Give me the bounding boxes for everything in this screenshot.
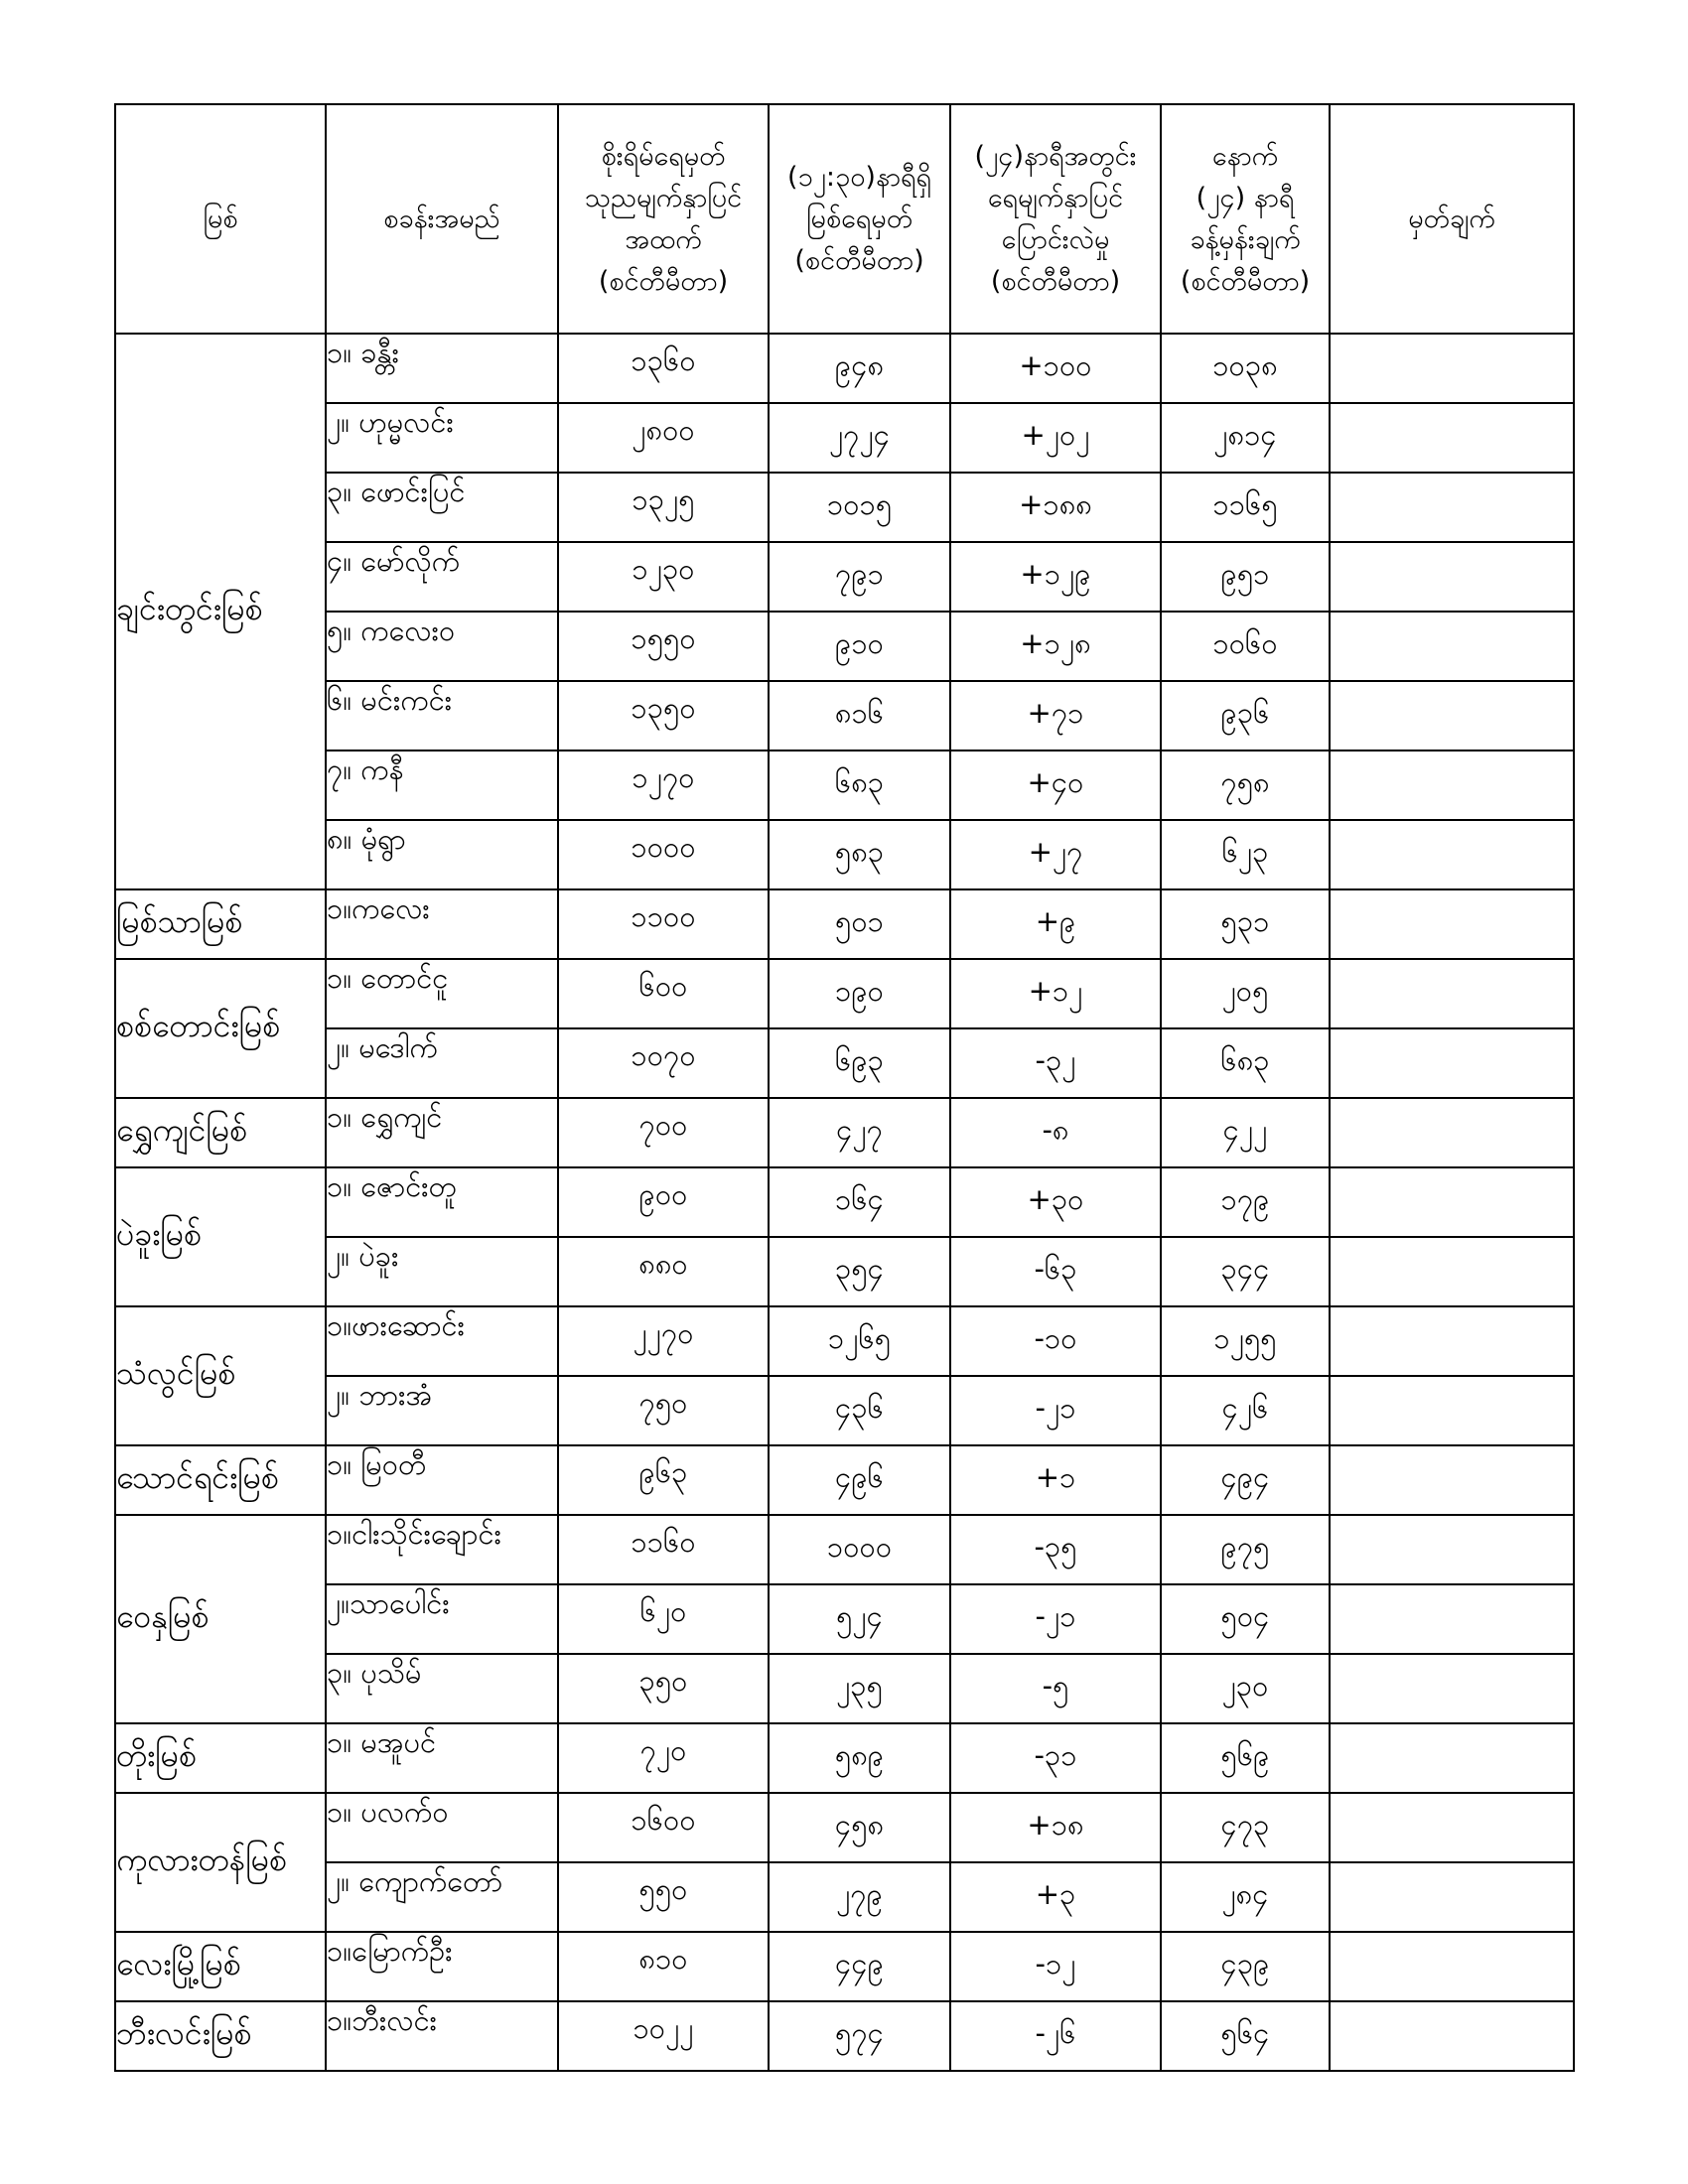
river-name: သံလွင်မြစ်	[115, 1306, 326, 1445]
station-name: ၈။ မုံရွာ	[326, 820, 558, 889]
header-remarks	[1330, 104, 1574, 334]
forecast-cell: ၂၈၁၄	[1161, 403, 1330, 473]
header-station	[326, 104, 558, 334]
station-name: ၃။ ပုသိမ်	[326, 1654, 558, 1723]
current-level-cell: ၆၉၃	[769, 1028, 950, 1098]
remarks-cell	[1330, 1237, 1574, 1306]
change-cell: +၉	[950, 889, 1161, 959]
change-cell: -၂၆	[950, 2001, 1161, 2071]
river-name: ရွှေကျင်မြစ်	[115, 1098, 326, 1167]
remarks-cell	[1330, 820, 1574, 889]
table-row	[115, 1515, 1574, 1584]
river-name: လေးမြို့မြစ်	[115, 1932, 326, 2001]
header-line: သုညမျက်နှာပြင်	[584, 182, 743, 213]
table-body	[115, 334, 1574, 2071]
remarks-cell	[1330, 1167, 1574, 1237]
change-cell: +၃	[950, 1862, 1161, 1932]
forecast-cell: ၆၂၃	[1161, 820, 1330, 889]
forecast-cell: ၁၇၉	[1161, 1167, 1330, 1237]
station-name: ၇။ ကနီ	[326, 751, 558, 820]
current-level-cell: ၅၇၄	[769, 2001, 950, 2071]
table-row	[115, 1376, 1574, 1445]
header-line: (၂၄) နာရီ	[1196, 182, 1295, 213]
remarks-cell	[1330, 959, 1574, 1028]
danger-level-cell: ၇၅၀	[558, 1376, 769, 1445]
danger-level-cell: ၁၂၇၀	[558, 751, 769, 820]
change-cell: +၄၀	[950, 751, 1161, 820]
header-line: မြစ်	[203, 203, 238, 234]
table-row	[115, 959, 1574, 1028]
header-line: နောက်	[1211, 140, 1279, 172]
table-row	[115, 542, 1574, 612]
danger-level-cell: ၈၈၀	[558, 1237, 769, 1306]
station-name: ၁။ မအူပင်	[326, 1723, 558, 1793]
current-level-cell: ၁၉၀	[769, 959, 950, 1028]
danger-level-cell: ၆၀၀	[558, 959, 769, 1028]
forecast-cell: ၃၄၄	[1161, 1237, 1330, 1306]
station-name: ၃။ ဖောင်းပြင်	[326, 473, 558, 542]
change-cell: -၃၁	[950, 1723, 1161, 1793]
change-cell: +၃၀	[950, 1167, 1161, 1237]
remarks-cell	[1330, 403, 1574, 473]
danger-level-cell: ၁၆၀၀	[558, 1793, 769, 1862]
table-row	[115, 1445, 1574, 1515]
forecast-cell: ၂၀၅	[1161, 959, 1330, 1028]
current-level-cell: ၉၄၈	[769, 334, 950, 403]
danger-level-cell: ၁၃၅၀	[558, 681, 769, 751]
current-level-cell: ၃၅၄	[769, 1237, 950, 1306]
table-row	[115, 681, 1574, 751]
forecast-cell: ၄၇၃	[1161, 1793, 1330, 1862]
remarks-cell	[1330, 1376, 1574, 1445]
header-river	[115, 104, 326, 334]
forecast-cell: ၆၈၃	[1161, 1028, 1330, 1098]
header-24h-forecast	[1161, 104, 1330, 334]
current-level-cell: ၅၈၉	[769, 1723, 950, 1793]
station-name: ၁။ ခန္တီး	[326, 334, 558, 403]
station-name: ၁။ကလေး	[326, 889, 558, 959]
header-line: ရေမျက်နှာပြင်	[987, 182, 1124, 213]
station-name: ၂။သာပေါင်း	[326, 1584, 558, 1654]
header-line: (စင်တီမီတာ)	[990, 265, 1121, 297]
danger-level-cell: ၉၀၀	[558, 1167, 769, 1237]
danger-level-cell: ၅၅၀	[558, 1862, 769, 1932]
current-level-cell: ၅၈၃	[769, 820, 950, 889]
change-cell: +၇၁	[950, 681, 1161, 751]
current-level-cell: ၆၈၃	[769, 751, 950, 820]
station-name: ၁။ငါးသိုင်းချောင်း	[326, 1515, 558, 1584]
forecast-cell: ၉၇၅	[1161, 1515, 1330, 1584]
station-name: ၂။ ဟုမ္မလင်း	[326, 403, 558, 473]
table-row	[115, 334, 1574, 403]
header-line: မြစ်ရေမှတ်	[805, 203, 914, 234]
remarks-cell	[1330, 1723, 1574, 1793]
table-row	[115, 1932, 1574, 2001]
remarks-cell	[1330, 1515, 1574, 1584]
current-level-cell: ၄၉၆	[769, 1445, 950, 1515]
change-cell: -၂၁	[950, 1584, 1161, 1654]
current-level-cell: ၇၉၁	[769, 542, 950, 612]
change-cell: +၁၀၀	[950, 334, 1161, 403]
station-name: ၁။ ပလက်ဝ	[326, 1793, 558, 1862]
current-level-cell: ၈၁၆	[769, 681, 950, 751]
station-name: ၁။ ဇောင်းတူ	[326, 1167, 558, 1237]
station-name: ၁။ဖားဆောင်း	[326, 1306, 558, 1376]
forecast-cell: ၉၅၁	[1161, 542, 1330, 612]
remarks-cell	[1330, 1793, 1574, 1862]
station-name: ၁။ဘီးလင်း	[326, 2001, 558, 2071]
current-level-cell: ၄၂၇	[769, 1098, 950, 1167]
river-name: မြစ်သာမြစ်	[115, 889, 326, 959]
table-row	[115, 2001, 1574, 2071]
station-name: ၂။ ပဲခူး	[326, 1237, 558, 1306]
table-row	[115, 403, 1574, 473]
danger-level-cell: ၁၀၂၂	[558, 2001, 769, 2071]
header-line: (စင်တီမီတာ)	[598, 265, 729, 297]
river-level-table	[114, 103, 1575, 2072]
river-name: ပဲခူးမြစ်	[115, 1167, 326, 1306]
table-row	[115, 1793, 1574, 1862]
river-name: တိုးမြစ်	[115, 1723, 326, 1793]
current-level-cell: ၂၇၉	[769, 1862, 950, 1932]
remarks-cell	[1330, 1306, 1574, 1376]
table-row	[115, 751, 1574, 820]
danger-level-cell: ၁၅၅၀	[558, 612, 769, 681]
forecast-cell: ၄၂၂	[1161, 1098, 1330, 1167]
station-name: ၁။မြောက်ဦး	[326, 1932, 558, 2001]
danger-level-cell: ၁၃၂၅	[558, 473, 769, 542]
table-row	[115, 473, 1574, 542]
danger-level-cell: ၃၅၀	[558, 1654, 769, 1723]
table-row	[115, 1098, 1574, 1167]
current-level-cell: ၄၄၉	[769, 1932, 950, 2001]
forecast-cell: ၁၂၅၅	[1161, 1306, 1330, 1376]
change-cell: -၃၂	[950, 1028, 1161, 1098]
danger-level-cell: ၂၂၇၀	[558, 1306, 769, 1376]
current-level-cell: ၉၁၀	[769, 612, 950, 681]
table-row	[115, 1723, 1574, 1793]
table-row	[115, 889, 1574, 959]
forecast-cell: ၅၃၁	[1161, 889, 1330, 959]
header-row	[115, 104, 1574, 334]
forecast-cell: ၉၃၆	[1161, 681, 1330, 751]
change-cell: +၁၈	[950, 1793, 1161, 1862]
header-line: စခန်းအမည်	[383, 203, 500, 234]
danger-level-cell: ၇၂၀	[558, 1723, 769, 1793]
station-name: ၆။ မင်းကင်း	[326, 681, 558, 751]
current-level-cell: ၁၀၀၀	[769, 1515, 950, 1584]
station-name: ၂။ ဘားအံ	[326, 1376, 558, 1445]
current-level-cell: ၂၃၅	[769, 1654, 950, 1723]
forecast-cell: ၂၈၄	[1161, 1862, 1330, 1932]
forecast-cell: ၁၁၆၅	[1161, 473, 1330, 542]
change-cell: +၂၇	[950, 820, 1161, 889]
table-row	[115, 1654, 1574, 1723]
header-line: ပြောင်းလဲမှု	[1001, 223, 1110, 255]
danger-level-cell: ၁၂၃၀	[558, 542, 769, 612]
remarks-cell	[1330, 334, 1574, 403]
danger-level-cell: ၁၁၀၀	[558, 889, 769, 959]
change-cell: -၁၂	[950, 1932, 1161, 2001]
change-cell: +၁	[950, 1445, 1161, 1515]
river-name: ကုလားတန်မြစ်	[115, 1793, 326, 1932]
remarks-cell	[1330, 542, 1574, 612]
header-danger-level	[558, 104, 769, 334]
danger-level-cell: ၂၈၀၀	[558, 403, 769, 473]
river-name: ချင်းတွင်းမြစ်	[115, 334, 326, 889]
table-row	[115, 1862, 1574, 1932]
change-cell: -၆၃	[950, 1237, 1161, 1306]
danger-level-cell: ၆၂၀	[558, 1584, 769, 1654]
river-name: စစ်တောင်းမြစ်	[115, 959, 326, 1098]
current-level-cell: ၂၇၂၄	[769, 403, 950, 473]
danger-level-cell: ၁၀၀၀	[558, 820, 769, 889]
header-current-level	[769, 104, 950, 334]
forecast-cell: ၄၃၉	[1161, 1932, 1330, 2001]
river-name: သောင်ရင်းမြစ်	[115, 1445, 326, 1515]
change-cell: -၁၀	[950, 1306, 1161, 1376]
change-cell: +၂၀၂	[950, 403, 1161, 473]
remarks-cell	[1330, 612, 1574, 681]
table-row	[115, 820, 1574, 889]
danger-level-cell: ၁၁၆၀	[558, 1515, 769, 1584]
forecast-cell: ၅၆၉	[1161, 1723, 1330, 1793]
header-line: အထက်	[625, 223, 702, 255]
danger-level-cell: ၈၁၀	[558, 1932, 769, 2001]
remarks-cell	[1330, 1098, 1574, 1167]
remarks-cell	[1330, 751, 1574, 820]
forecast-cell: ၁၀၃၈	[1161, 334, 1330, 403]
danger-level-cell: ၁၀၇၀	[558, 1028, 769, 1098]
table-row	[115, 1584, 1574, 1654]
remarks-cell	[1330, 681, 1574, 751]
forecast-cell: ၁၀၆၀	[1161, 612, 1330, 681]
header-line: မှတ်ချက်	[1408, 203, 1495, 234]
danger-level-cell: ၁၃၆၀	[558, 334, 769, 403]
remarks-cell	[1330, 1445, 1574, 1515]
station-name: ၂။ မဒေါက်	[326, 1028, 558, 1098]
danger-level-cell: ၉၆၃	[558, 1445, 769, 1515]
table-row	[115, 1306, 1574, 1376]
station-name: ၁။ မြဝတီ	[326, 1445, 558, 1515]
table-row	[115, 1028, 1574, 1098]
remarks-cell	[1330, 1654, 1574, 1723]
forecast-cell: ၄၉၄	[1161, 1445, 1330, 1515]
danger-level-cell: ၇၀၀	[558, 1098, 769, 1167]
change-cell: +၁၂၈	[950, 612, 1161, 681]
station-name: ၂။ ကျောက်တော်	[326, 1862, 558, 1932]
change-cell: -၂၁	[950, 1376, 1161, 1445]
header-line: (၁၂:၃၀)နာရီရှိ	[786, 161, 932, 193]
remarks-cell	[1330, 1028, 1574, 1098]
change-cell: -၈	[950, 1098, 1161, 1167]
remarks-cell	[1330, 1932, 1574, 2001]
station-name: ၁။ ရွှေကျင်	[326, 1098, 558, 1167]
forecast-cell: ၄၂၆	[1161, 1376, 1330, 1445]
change-cell: -၃၅	[950, 1515, 1161, 1584]
river-name: ဝေနှမြစ်	[115, 1515, 326, 1723]
table-row	[115, 1237, 1574, 1306]
current-level-cell: ၄၃၆	[769, 1376, 950, 1445]
remarks-cell	[1330, 2001, 1574, 2071]
current-level-cell: ၄၅၈	[769, 1793, 950, 1862]
remarks-cell	[1330, 1584, 1574, 1654]
remarks-cell	[1330, 889, 1574, 959]
station-name: ၁။ တောင်ငူ	[326, 959, 558, 1028]
header-line: (စင်တီမီတာ)	[794, 244, 924, 276]
change-cell: +၁၂	[950, 959, 1161, 1028]
river-name: ဘီးလင်းမြစ်	[115, 2001, 326, 2071]
header-line: (စင်တီမီတာ)	[1180, 265, 1311, 297]
table-row	[115, 1167, 1574, 1237]
forecast-cell: ၅၆၄	[1161, 2001, 1330, 2071]
remarks-cell	[1330, 1862, 1574, 1932]
remarks-cell	[1330, 473, 1574, 542]
header-line: စိုးရိမ်ရေမှတ်	[601, 140, 726, 172]
change-cell: +၁၈၈	[950, 473, 1161, 542]
station-name: ၅။ ကလေးဝ	[326, 612, 558, 681]
forecast-cell: ၂၃၀	[1161, 1654, 1330, 1723]
current-level-cell: ၅၀၁	[769, 889, 950, 959]
current-level-cell: ၁၀၁၅	[769, 473, 950, 542]
header-line: (၂၄)နာရီအတွင်း	[974, 140, 1137, 172]
forecast-cell: ၅၀၄	[1161, 1584, 1330, 1654]
current-level-cell: ၁၂၆၅	[769, 1306, 950, 1376]
current-level-cell: ၁၆၄	[769, 1167, 950, 1237]
table-row	[115, 612, 1574, 681]
header-24h-change	[950, 104, 1161, 334]
header-line: ခန့်မှန်းချက်	[1190, 223, 1301, 255]
current-level-cell: ၅၂၄	[769, 1584, 950, 1654]
station-name: ၄။ မော်လိုက်	[326, 542, 558, 612]
change-cell: +၁၂၉	[950, 542, 1161, 612]
change-cell: -၅	[950, 1654, 1161, 1723]
forecast-cell: ၇၅၈	[1161, 751, 1330, 820]
